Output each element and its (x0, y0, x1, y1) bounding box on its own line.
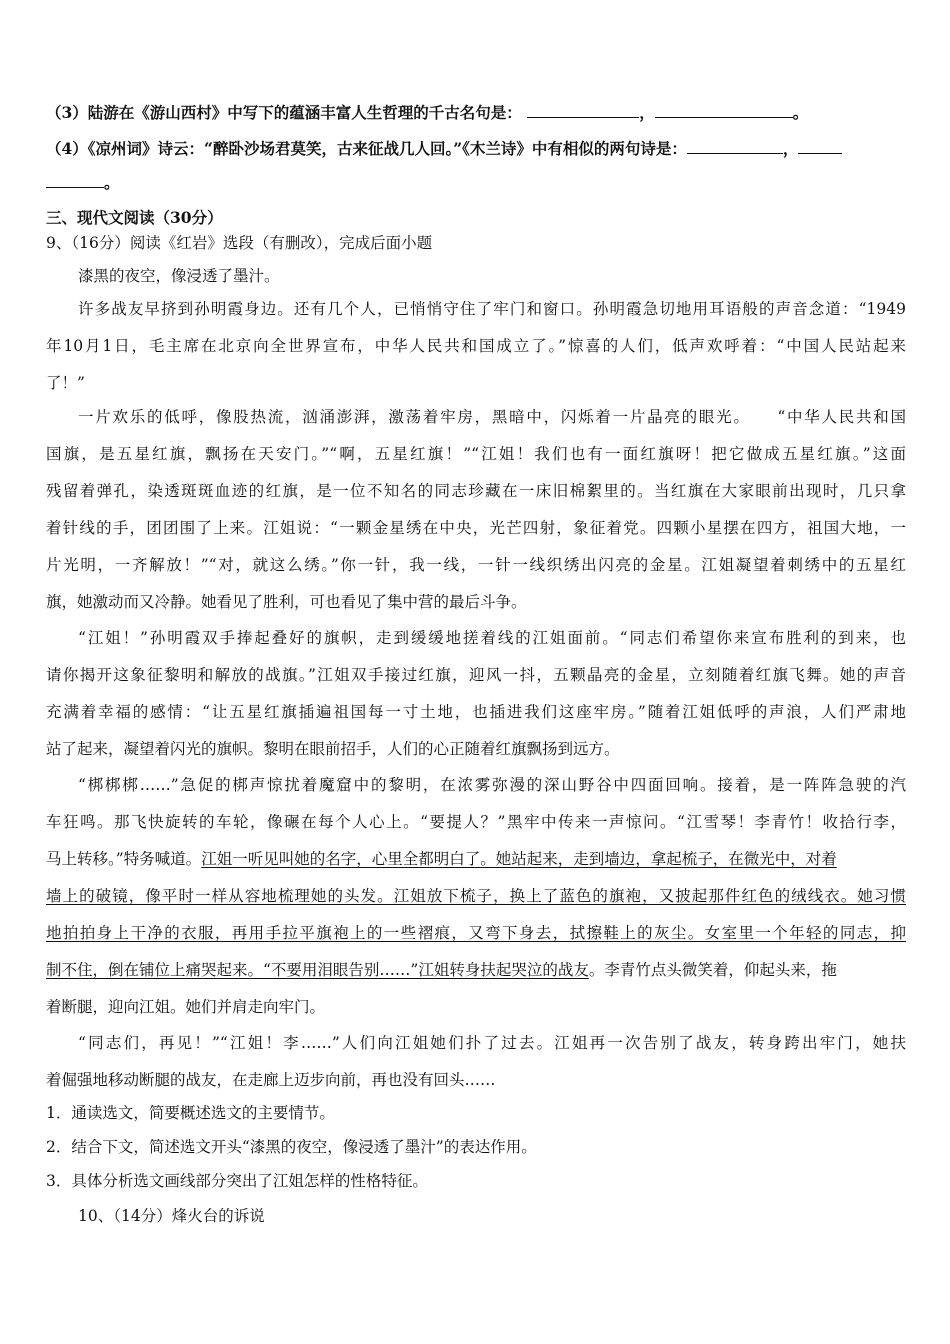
underlined-passage-line: 墙上的破镜，像平时一样从容地梳理她的头发。江姐放下梳子，换上了蓝色的旗袍，又披起那件红色的绒线衣。她习惯 (46, 887, 906, 905)
q3-separator: ， (639, 103, 655, 122)
passage-line: 充满着幸福的感情：“让五星红旗插遍祖国每一寸土地，也插进我们这座牢房。”随着江姐低呼的声浪，人们严肃地 (46, 703, 906, 721)
question-2: 2．结合下文，简述选文开头“漆黑的夜空，像浸透了墨汁”的表达作用。 (46, 1138, 537, 1156)
passage-line: “江姐！”孙明霞双手捧起叠好的旗帜，走到缓缓地搓着线的江姐面前。“同志们希望你来宣布胜利的到来，也 (78, 629, 906, 647)
passage-text: 。李青竹点头微笑着，仰起头来，拖 (588, 961, 837, 979)
passage-line: 着针线的手，团团围了上来。江姐说：“一颗金星绣在中央，光芒四射，象征着党。四颗小星摆在四方，祖国大地，一 (46, 519, 906, 537)
passage-line (46, 960, 906, 980)
answer-blank-q4b[interactable] (798, 139, 842, 154)
passage-line: “同志们，再见！”“江姐！李……”人们向江姐她们扑了过去。江姐再一次告别了战友，转身跨出牢门，她扶 (78, 1034, 906, 1052)
answer-blank-q4b-cont[interactable] (46, 173, 104, 188)
passage-line: 国旗，是五星红旗，飘扬在天安门。”“啊，五星红旗！”“江姐！我们也有一面红旗呀！把它做成五星红旗。”这面 (46, 445, 906, 463)
passage-line: 车狂鸣。那飞快旋转的车轮，像碾在每个人心上。“要提人？”黑牢中传来一声惊问。“江雪琴！李青竹！收拾行李， (46, 813, 906, 831)
q3-text: （3）陆游在《游山西村》中写下的蕴涵丰富人生哲理的千古名句是： (46, 103, 522, 122)
passage-line: 漆黑的夜空，像浸透了墨汁。 (78, 267, 280, 285)
fill-in-q4-cont (46, 173, 906, 193)
section-heading: 三、现代文阅读（30分） (46, 208, 223, 227)
fill-in-q4 (46, 139, 906, 159)
passage-line: 了！” (46, 374, 85, 392)
passage-line: 请你揭开这象征黎明和解放的战旗。”江姐双手接过红旗，迎风一抖，五颗晶亮的金星，立刻随着红旗飞舞。她的声音 (46, 666, 906, 684)
question-3: 3．具体分析选文画线部分突出了江姐怎样的性格特征。 (46, 1172, 428, 1190)
answer-blank-q3a[interactable] (527, 103, 639, 118)
q4-text: （4）《凉州词》诗云：“醉卧沙场君莫笑，古来征战几人回。”《木兰诗》中有相似的两句诗是： (46, 139, 687, 158)
passage-line: “梆梆梆……”急促的梆声惊扰着魔窟中的黎明，在浓雾弥漫的深山野谷中四面回响。接着，是一阵阵急驶的汽 (78, 776, 906, 794)
underlined-passage-line: 地拍拍身上干净的衣服，再用手拉平旗袍上的一些褶痕，又弯下身去，拭擦鞋上的灰尘。女室里一个年轻的同志，抑 (46, 924, 906, 942)
passage-line: 许多战友早挤到孙明霞身边。还有几个人，已悄悄守住了牢门和窗口。孙明霞急切地用耳语般的声音念道：“1949 (78, 300, 906, 318)
q4-end: 。 (104, 173, 120, 192)
passage-line: 片光明，一齐解放！”“对，就这么绣。”你一针，我一线，一针一线织绣出闪亮的金星。江姐凝望着刺绣中的五星红 (46, 556, 906, 574)
passage-line (46, 849, 906, 869)
underlined-passage: 江姐一听见叫她的名字，心里全都明白了。她站起来，走到墙边，拿起梳子，在微光中，对着 (201, 850, 837, 868)
passage-line: 年10月1日，毛主席在北京向全世界宣布，中华人民共和国成立了。”惊喜的人们，低声欢呼着：“中国人民站起来 (46, 337, 906, 355)
question-1: 1．通读选文，简要概述选文的主要情节。 (46, 1104, 335, 1122)
underlined-passage: 制不住，倒在铺位上痛哭起来。“不要用泪眼告别……”江姐转身扶起哭泣的战友 (46, 961, 589, 979)
answer-blank-q4a[interactable] (687, 139, 783, 154)
passage-line: 着倔强地移动断腿的战友，在走廊上迈步向前，再也没有回头…… (46, 1071, 496, 1089)
passage-line: 站了起来，凝望着闪光的旗帜。黎明在眼前招手，人们的心正随着红旗飘扬到远方。 (46, 740, 620, 758)
q4-separator: ， (782, 139, 799, 158)
passage-line: 一片欢乐的低呼，像股热流，汹涌澎湃，激荡着牢房，黑暗中，闪烁着一片晶亮的眼光。 “中华人民共和国 (78, 408, 906, 426)
q3-end: 。 (792, 103, 809, 122)
passage-line: 旗，她激动而又冷静。她看见了胜利，可也看见了集中营的最后斗争。 (46, 593, 527, 611)
fill-in-q3 (46, 103, 906, 123)
passage-text: 马上转移。”特务喊道。 (46, 850, 202, 868)
question-9-intro: 9、（16分）阅读《红岩》选段（有删改），完成后面小题 (46, 234, 433, 252)
passage-line: 着断腿，迎向江姐。她们并肩走向牢门。 (46, 998, 326, 1016)
question-10-title: 10、（14分）烽火台的诉说 (78, 1207, 265, 1225)
passage-line: 残留着弹孔，染透斑斑血迹的红旗，是一位不知名的同志珍藏在一床旧棉絮里的。当红旗在大家眼前出现时，几只拿 (46, 482, 906, 500)
answer-blank-q3b[interactable] (655, 103, 793, 118)
